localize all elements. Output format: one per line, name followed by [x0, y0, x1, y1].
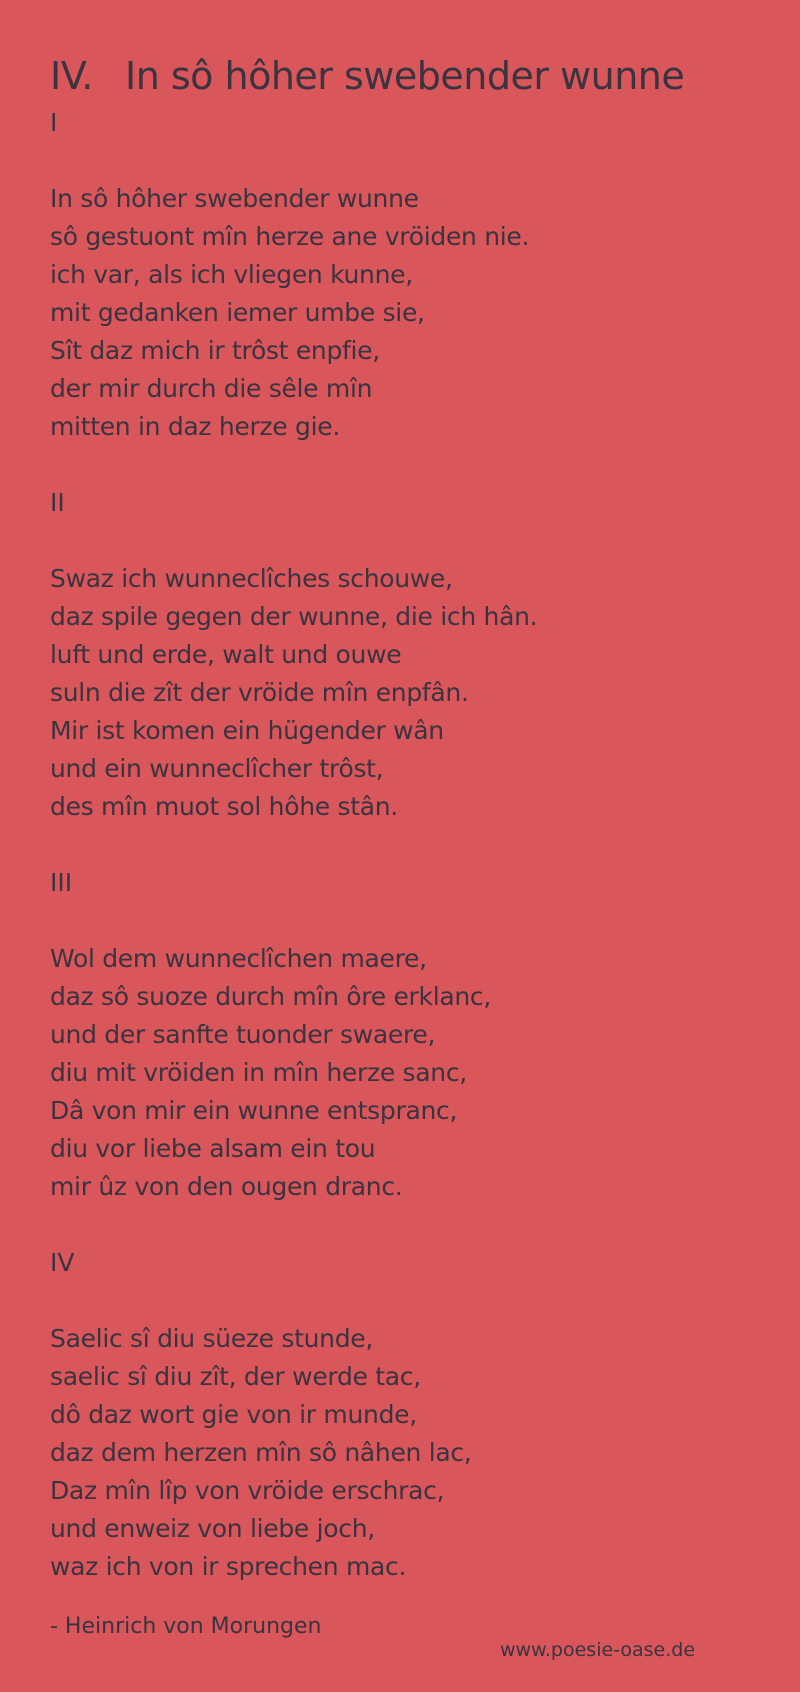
verse-line: diu vor liebe alsam ein tou	[50, 1134, 376, 1163]
verse-line: mit gedanken iemer umbe sie,	[50, 298, 425, 327]
verse-line: Mir ist komen ein hügender wân	[50, 716, 444, 745]
verse-line: waz ich von ir sprechen mac.	[50, 1552, 407, 1581]
verse-line: In sô hôher swebender wunne	[50, 184, 419, 213]
verse-line: Dâ von mir ein wunne entspranc,	[50, 1096, 458, 1125]
verse-line: Saelic sî diu süeze stunde,	[50, 1324, 373, 1353]
verse-line: Sît daz mich ir trôst enpfie,	[50, 336, 380, 365]
verse-line: und der sanfte tuonder swaere,	[50, 1020, 436, 1049]
stanza-lines	[50, 1320, 760, 1586]
stanza-lines	[50, 560, 760, 826]
verse-line: daz sô suoze durch mîn ôre erklanc,	[50, 982, 492, 1011]
stanza-list	[50, 104, 760, 1586]
stanza-lines	[50, 180, 760, 446]
stanza	[50, 1244, 760, 1586]
stanza-lines	[50, 940, 760, 1206]
verse-line: daz spile gegen der wunne, die ich hân.	[50, 602, 538, 631]
verse-line: des mîn muot sol hôhe stân.	[50, 792, 398, 821]
verse-line: saelic sî diu zît, der werde tac,	[50, 1362, 421, 1391]
verse-line: der mir durch die sêle mîn	[50, 374, 373, 403]
author: - Heinrich von Morungen	[50, 1614, 322, 1639]
stanza	[50, 104, 760, 446]
verse-line: diu mit vröiden in mîn herze sanc,	[50, 1058, 467, 1087]
website-url: www.poesie-oase.de	[500, 1639, 696, 1661]
poem-title	[50, 52, 760, 100]
verse-line: Swaz ich wunneclîches schouwe,	[50, 564, 453, 593]
verse-line: daz dem herzen mîn sô nâhen lac,	[50, 1438, 472, 1467]
verse-line: mitten in daz herze gie.	[50, 412, 340, 441]
verse-line: Wol dem wunneclîchen maere,	[50, 944, 427, 973]
stanza-label: II	[50, 488, 65, 517]
stanza	[50, 484, 760, 826]
stanza-label: I	[50, 108, 58, 137]
verse-line: dô daz wort gie von ir munde,	[50, 1400, 417, 1429]
stanza	[50, 864, 760, 1206]
poem-number: IV.	[50, 54, 93, 98]
verse-line: und enweiz von liebe joch,	[50, 1514, 375, 1543]
verse-line: luft und erde, walt und ouwe	[50, 640, 402, 669]
verse-line: ich var, als ich vliegen kunne,	[50, 260, 413, 289]
verse-line: mir ûz von den ougen dranc.	[50, 1172, 403, 1201]
poem-title-text: In sô hôher swebender wunne	[125, 54, 685, 98]
verse-line: suln die zît der vröide mîn enpfân.	[50, 678, 469, 707]
poem-page	[50, 52, 760, 1586]
verse-line: Daz mîn lîp von vröide erschrac,	[50, 1476, 445, 1505]
stanza-label: IV	[50, 1248, 75, 1277]
stanza-label: III	[50, 868, 73, 897]
verse-line: sô gestuont mîn herze ane vröiden nie.	[50, 222, 530, 251]
verse-line: und ein wunneclîcher trôst,	[50, 754, 384, 783]
